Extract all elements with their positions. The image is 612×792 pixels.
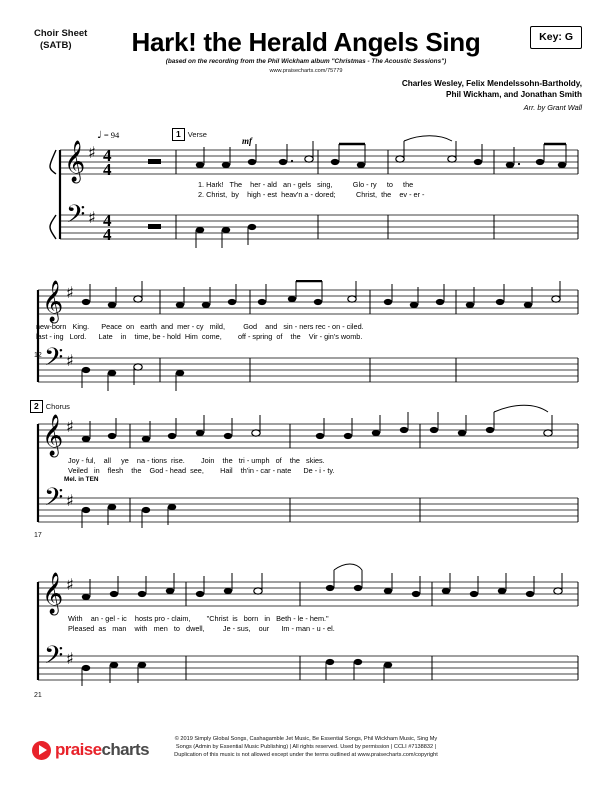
music-system-3: [0, 400, 612, 540]
lyric-line-verse1-sys2: new-born King. Peace on earth and mer - cy mild, God and sin - ners rec - on - ciled.: [36, 322, 364, 331]
key-badge: Key: G: [530, 26, 582, 49]
svg-text:𝄞: 𝄞: [42, 573, 64, 614]
lyric-line-verse2-sys4: Pleased as man with men to dwell, Je - sus, our Im - man - u - el.: [68, 624, 335, 633]
rehearsal-section: Verse: [187, 130, 207, 139]
svg-text:♯: ♯: [66, 417, 74, 436]
lyric-line-verse2-sys2: last - ing Lord. Late in time, be - hold Him come, off - spring of the Vir - gin's womb.: [36, 332, 363, 341]
measure-number-21: 21: [34, 692, 42, 699]
svg-text:𝄞: 𝄞: [42, 281, 64, 322]
rehearsal-number-2: 2: [30, 400, 43, 413]
rehearsal-mark-2: [30, 400, 70, 413]
tempo-note-icon: ♩: [97, 130, 102, 141]
lyric-line-verse1-sys1: 1. Hark! The her - ald an - gels sing, Glo - ry to the: [198, 180, 414, 189]
lyric-line-verse2-sys3: Veiled in flesh the God - head see, Hail th'in - car - nate De - i - ty.: [68, 466, 335, 475]
tempo-marking: [97, 130, 119, 141]
logo-charts-text: charts: [101, 740, 149, 759]
praisecharts-logo: [32, 740, 149, 760]
music-system-2: [0, 280, 612, 400]
rehearsal-mark-1: [172, 128, 207, 141]
mel-in-ten-marking: Mel. in TEN: [64, 476, 99, 483]
svg-text:♯: ♯: [66, 649, 74, 668]
lyric-line-verse1-sys3: Joy - ful, all ye na - tions rise. Join the tri - umph of the skies.: [68, 456, 325, 465]
copyright-line-2: Songs (Admin by Essential Music Publishing) | All rights reserved. Used by permission | CCLI #7138832 |: [175, 744, 437, 750]
bass-clef-icon: 𝄢: [66, 200, 86, 235]
writers-line-2: Phil Wickham, and Jonathan Smith: [446, 90, 582, 99]
svg-text:𝄢: 𝄢: [44, 343, 64, 378]
page-title: Hark! the Herald Angels Sing: [131, 27, 481, 57]
svg-text:4: 4: [103, 211, 112, 230]
play-button-icon: [32, 741, 51, 760]
rehearsal-section-2: Chorus: [45, 402, 70, 411]
measure-number-17: 17: [34, 532, 42, 539]
staff-system-4-graphics: [0, 560, 612, 710]
logo-wordmark: [55, 740, 149, 760]
svg-text:♯: ♯: [88, 143, 96, 162]
lyric-line-verse1-sys4: With an - gel - ic hosts pro - claim, "Christ is born in Beth - le - hem.": [68, 614, 329, 623]
svg-text:4: 4: [103, 225, 112, 244]
svg-text:𝄞: 𝄞: [42, 415, 64, 456]
songwriter-credits: [402, 78, 582, 100]
tempo-value: = 94: [103, 130, 120, 140]
copyright-line-1: © 2019 Simply Global Songs, Cashagamble Jet Music, Be Essential Songs, Phil Wickham Music, Sing My: [174, 736, 438, 742]
choir-sheet-voicing: (SATB): [40, 40, 72, 51]
choir-sheet-type: Choir Sheet: [34, 28, 88, 39]
music-system-1: [0, 130, 612, 260]
treble-clef-icon: 𝄞: [64, 141, 86, 182]
based-on-note: (based on the recording from the Phil Wickham album "Christmas - The Acoustic Sessions"): [165, 58, 447, 65]
svg-text:4: 4: [103, 160, 112, 179]
svg-text:♯: ♯: [66, 351, 74, 370]
rehearsal-number: 1: [172, 128, 185, 141]
writers-line-1: Charles Wesley, Felix Mendelssohn-Bartholdy,: [401, 79, 582, 88]
praisecharts-url: www.praisecharts.com/75779: [269, 68, 343, 74]
svg-text:♯: ♯: [66, 283, 74, 302]
svg-text:4: 4: [103, 146, 112, 165]
svg-text:♯: ♯: [66, 491, 74, 510]
measure-number-12: 12: [34, 352, 42, 359]
svg-text:𝄢: 𝄢: [44, 641, 64, 676]
svg-text:♯: ♯: [88, 208, 96, 227]
music-system-4: [0, 560, 612, 710]
svg-text:♯: ♯: [66, 575, 74, 594]
copyright-line-3: Duplication of this music is not allowed except under the terms outlined at www.praisecharts.com/copyright: [174, 752, 438, 758]
arranger-credit: Arr. by Grant Wall: [523, 103, 582, 112]
lyric-line-verse2-sys1: 2. Christ, by high - est heav'n a - dored; Christ, the ev - er -: [198, 190, 425, 199]
logo-praise-text: praise: [55, 740, 102, 759]
dynamic-mf: mf: [242, 136, 252, 146]
svg-text:𝄢: 𝄢: [44, 483, 64, 518]
